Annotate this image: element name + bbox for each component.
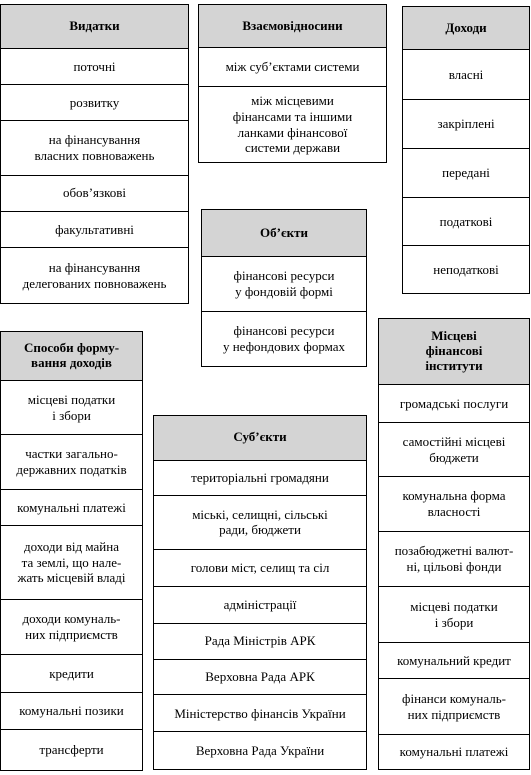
sposoby-item: трансферти (39, 742, 104, 758)
instytuty-item: місцеві податки і збори (379, 587, 529, 643)
obiekty-item: фінансові ресурси у фондовій формі (202, 257, 366, 312)
sposoby-box (0, 331, 143, 771)
instytuty-box (378, 318, 530, 770)
vzaiemovidnosyny-box (198, 4, 387, 163)
obiekty-header: Об’єкти (202, 210, 366, 257)
dokhody-box (402, 6, 530, 294)
sposoby-header: Способи форму- вання доходів (1, 332, 142, 381)
subiekty-item: Рада Міністрів АРК (154, 624, 366, 660)
instytuty-item: самостійні місцеві бюджети (379, 423, 529, 477)
vydatky-item: факультативні (1, 212, 188, 249)
obiekty-box (201, 209, 367, 367)
vzaiemovidnosyny-header: Взаємовідносини (199, 5, 386, 48)
sposoby-item: комунальні позики (1, 693, 142, 730)
vydatky-item: поточні (1, 49, 188, 86)
sposoby-item: частки загально- державних податків (1, 435, 142, 490)
vzaiemovidnosyny-item: між суб’єктами системи (199, 48, 386, 87)
instytuty-item: позабюджетні валют- ні, цільові фонди (379, 532, 529, 587)
instytuty-item: комунальна форма власності (379, 477, 529, 532)
instytuty-item: фінанси комуналь- них підприємств (379, 679, 529, 735)
subiekty-item: адміністрації (154, 587, 366, 624)
dokhody-header: Доходи (403, 7, 529, 50)
vydatky-header: Видатки (1, 5, 188, 49)
subiekty-item: Верховна Рада АРК (154, 660, 366, 696)
sposoby-item: комунальні платежі (1, 490, 142, 526)
instytuty-item: громадські послуги (379, 385, 529, 423)
subiekty-item: Міністерство фінансів України (154, 695, 366, 732)
vydatky-box (0, 4, 189, 304)
vydatky-item: обов’язкові (1, 176, 188, 212)
dokhody-item: податкові (403, 198, 529, 246)
sposoby-item: доходи комуналь- них підприємств (1, 600, 142, 655)
subiekty-item: територіальні громадяни (154, 461, 366, 496)
sposoby-item: кредити (1, 655, 142, 693)
sposoby-item: місцеві податки і збори (1, 381, 142, 435)
subiekty-item: Верховна Рада України (195, 742, 325, 758)
dokhody-item: закріплені (403, 100, 529, 149)
dokhody-item: власні (403, 50, 529, 100)
subiekty-item: голови міст, селищ та сіл (154, 550, 366, 587)
dokhody-item: неподаткові (433, 261, 499, 277)
instytuty-header: Місцеві фінансові інститути (379, 319, 529, 385)
sposoby-item: доходи від майна та землі, що нале- жать місцевій владі (1, 526, 142, 600)
dokhody-item: передані (403, 149, 529, 198)
vydatky-item: на фінансування власних повноважень (1, 121, 188, 176)
vydatky-item: на фінансування делегованих повноважень (22, 260, 167, 291)
instytuty-item: комунальні платежі (399, 744, 509, 760)
instytuty-item: комунальний кредит (379, 643, 529, 679)
vzaiemovidnosyny-item: між місцевими фінансами та іншими ланками фінансової системи держави (232, 93, 353, 156)
subiekty-item: міські, селищні, сільські ради, бюджети (154, 496, 366, 551)
obiekty-item: фінансові ресурси у нефондових формах (222, 323, 346, 354)
subiekty-header: Суб’єкти (154, 416, 366, 461)
subiekty-box (153, 415, 367, 770)
vydatky-item: розвитку (1, 85, 188, 121)
